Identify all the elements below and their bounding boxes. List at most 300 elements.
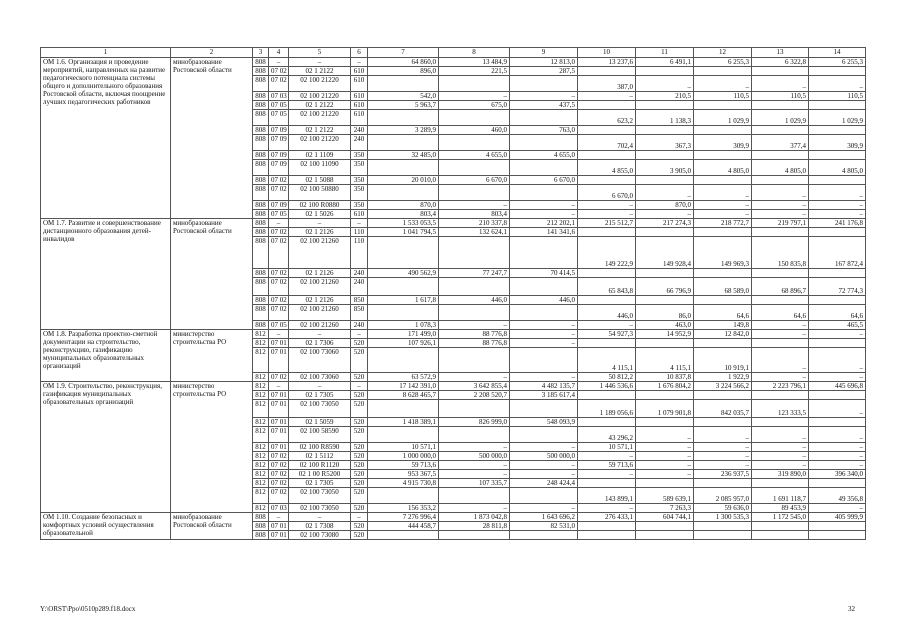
table-cell: 808 — [253, 296, 269, 305]
table-cell: 520 — [351, 427, 368, 443]
table-cell: 350 — [351, 151, 368, 160]
table-cell: 07 03 — [269, 92, 289, 101]
table-cell: 437,5 — [510, 101, 578, 110]
table-cell: 236 937,5 — [694, 470, 752, 479]
table-cell — [578, 151, 636, 160]
table-cell: 13 237,6 — [578, 58, 636, 67]
table-cell: 520 — [351, 400, 368, 418]
table-cell: 350 — [351, 201, 368, 210]
table-cell: 808 — [253, 305, 269, 321]
table-cell: 07 09 — [269, 201, 289, 210]
table-cell: – — [439, 201, 510, 210]
table-cell: 808 — [253, 76, 269, 92]
table-cell: 07 02 — [269, 278, 289, 296]
table-cell: 07 02 — [269, 269, 289, 278]
table-cell — [439, 488, 510, 504]
table-cell: – — [636, 461, 694, 470]
executor: минобразование Ростовской области — [171, 219, 253, 330]
table-cell: 808 — [253, 321, 269, 330]
table-cell: 2 208 520,7 — [439, 391, 510, 400]
column-header: 2 — [171, 48, 253, 58]
table-cell — [578, 228, 636, 237]
table-cell: 463,0 — [636, 321, 694, 330]
table-cell — [752, 176, 809, 185]
table-cell: – — [694, 210, 752, 219]
table-cell: 02 100 21260 — [289, 237, 351, 269]
table-cell: 68 896,7 — [752, 278, 809, 296]
table-cell: 812 — [253, 382, 269, 391]
table-cell: 02 100 11090 — [289, 160, 351, 176]
table-cell: – — [269, 513, 289, 522]
table-cell: 610 — [351, 76, 368, 92]
table-cell: 02 1 2122 — [289, 101, 351, 110]
table-cell: 12 813,0 — [510, 58, 578, 67]
column-header: 4 — [269, 48, 289, 58]
table-cell: – — [809, 400, 866, 418]
table-cell: 10 571,1 — [368, 443, 439, 452]
table-cell: 808 — [253, 176, 269, 185]
table-cell: – — [510, 321, 578, 330]
table-cell: 240 — [351, 321, 368, 330]
table-cell: 1 138,3 — [636, 110, 694, 126]
table-cell: – — [351, 58, 368, 67]
table-cell: 63 572,9 — [368, 373, 439, 382]
table-cell: 309,9 — [809, 135, 866, 151]
table-cell — [510, 237, 578, 269]
table-cell: – — [636, 452, 694, 461]
table-cell: 07 02 — [269, 479, 289, 488]
table-cell: – — [809, 348, 866, 373]
table-cell: 808 — [253, 110, 269, 126]
table-row — [41, 330, 866, 339]
table-cell: 149,8 — [694, 321, 752, 330]
table-cell: 812 — [253, 400, 269, 418]
table-cell: – — [510, 373, 578, 382]
table-cell — [752, 101, 809, 110]
table-cell: 808 — [253, 210, 269, 219]
table-cell: 07 02 — [269, 296, 289, 305]
table-cell — [439, 427, 510, 443]
table-cell: – — [636, 443, 694, 452]
table-cell: 59 636,0 — [694, 504, 752, 513]
table-cell: 07 02 — [269, 67, 289, 76]
table-cell — [368, 135, 439, 151]
table-cell: 02 100 21220 — [289, 110, 351, 126]
table-cell: 110,5 — [809, 92, 866, 101]
table-cell: 808 — [253, 92, 269, 101]
table-cell — [510, 278, 578, 296]
table-cell: 826 999,0 — [439, 418, 510, 427]
table-cell: 387,0 — [578, 76, 636, 92]
table-cell: 77 247,7 — [439, 269, 510, 278]
table-cell — [636, 479, 694, 488]
table-cell: 02 100 21260 — [289, 278, 351, 296]
table-cell — [694, 479, 752, 488]
table-cell — [636, 126, 694, 135]
table-cell: 589 639,1 — [636, 488, 694, 504]
table-cell: 812 — [253, 330, 269, 339]
table-cell: 07 09 — [269, 126, 289, 135]
table-cell — [809, 151, 866, 160]
table-cell — [636, 418, 694, 427]
table-cell: 02 100 73050 — [289, 504, 351, 513]
table-row — [41, 513, 866, 522]
table-cell: 07 02 — [269, 176, 289, 185]
table-cell — [368, 278, 439, 296]
table-cell — [809, 418, 866, 427]
table-cell: 59 713,6 — [578, 461, 636, 470]
table-cell — [578, 296, 636, 305]
table-cell: 13 484,9 — [439, 58, 510, 67]
table-cell — [694, 151, 752, 160]
table-cell: 6 491,1 — [636, 58, 694, 67]
table-cell — [809, 67, 866, 76]
table-cell: – — [289, 382, 351, 391]
table-cell: 812 — [253, 470, 269, 479]
table-cell: 1 079 901,8 — [636, 400, 694, 418]
table-cell — [752, 418, 809, 427]
table-cell — [439, 185, 510, 201]
table-cell: – — [694, 461, 752, 470]
table-cell: 66 796,9 — [636, 278, 694, 296]
table-cell: – — [694, 452, 752, 461]
table-cell: 210 337,8 — [439, 219, 510, 228]
measure-name: ОМ 1.10. Создание безопасных и комфортных условий осуществления образовательной — [41, 513, 171, 540]
table-body — [41, 48, 866, 540]
budget-table — [40, 47, 866, 540]
table-cell — [368, 185, 439, 201]
column-header: 13 — [752, 48, 809, 58]
table-cell: 123 333,5 — [752, 400, 809, 418]
table-cell: 610 — [351, 67, 368, 76]
table-cell: 808 — [253, 135, 269, 151]
table-cell: 171 499,0 — [368, 330, 439, 339]
table-cell — [809, 228, 866, 237]
table-cell — [694, 228, 752, 237]
table-cell: 808 — [253, 219, 269, 228]
table-cell: 218 772,7 — [694, 219, 752, 228]
table-cell: 02 1 2122 — [289, 67, 351, 76]
table-cell: 59 713,6 — [368, 461, 439, 470]
table-cell — [694, 531, 752, 540]
table-cell — [636, 101, 694, 110]
table-cell — [578, 522, 636, 531]
table-cell — [439, 305, 510, 321]
table-cell: 64,6 — [694, 305, 752, 321]
table-cell — [752, 228, 809, 237]
table-cell: 02 100 58590 — [289, 427, 351, 443]
table-cell: – — [351, 330, 368, 339]
table-cell: 808 — [253, 522, 269, 531]
table-cell: – — [269, 219, 289, 228]
table-cell: 812 — [253, 373, 269, 382]
table-cell: 1 643 696,2 — [510, 513, 578, 522]
table-cell — [809, 391, 866, 400]
table-cell: 445 696,8 — [809, 382, 866, 391]
table-cell: – — [809, 210, 866, 219]
table-cell: 10 919,1 — [694, 348, 752, 373]
table-cell: 4 805,0 — [694, 160, 752, 176]
table-cell: 1 873 042,8 — [439, 513, 510, 522]
table-cell: 520 — [351, 443, 368, 452]
table-cell: 812 — [253, 391, 269, 400]
table-cell: 460,0 — [439, 126, 510, 135]
table-cell — [752, 522, 809, 531]
table-cell: 675,0 — [439, 101, 510, 110]
table-cell: – — [752, 452, 809, 461]
table-cell — [752, 479, 809, 488]
table-cell: 276 433,1 — [578, 513, 636, 522]
table-cell — [510, 76, 578, 92]
table-cell: 842 035,7 — [694, 400, 752, 418]
table-cell: 32 485,0 — [368, 151, 439, 160]
table-cell: 520 — [351, 339, 368, 348]
table-cell — [809, 269, 866, 278]
table-cell: 1 078,3 — [368, 321, 439, 330]
table-cell — [752, 269, 809, 278]
table-cell — [694, 101, 752, 110]
table-cell: – — [809, 461, 866, 470]
table-cell: 28 811,8 — [439, 522, 510, 531]
table-cell — [578, 418, 636, 427]
table-cell: 02 1 2122 — [289, 126, 351, 135]
table-cell: 110,5 — [694, 92, 752, 101]
table-cell — [694, 176, 752, 185]
table-cell — [368, 348, 439, 373]
table-cell: 1 029,9 — [809, 110, 866, 126]
table-cell: 350 — [351, 160, 368, 176]
table-cell — [368, 305, 439, 321]
table-cell — [578, 531, 636, 540]
table-cell: 542,0 — [368, 92, 439, 101]
table-cell: 7 276 996,4 — [368, 513, 439, 522]
column-header: 12 — [694, 48, 752, 58]
table-cell: 1 446 536,6 — [578, 382, 636, 391]
table-cell — [510, 348, 578, 373]
table-cell: – — [510, 92, 578, 101]
table-cell: 870,0 — [368, 201, 439, 210]
table-cell: 7 263,3 — [636, 504, 694, 513]
table-cell: 110,5 — [752, 92, 809, 101]
table-cell: 02 1 2126 — [289, 296, 351, 305]
table-cell — [578, 101, 636, 110]
table-cell: 240 — [351, 135, 368, 151]
executor: минобразование Ростовской области — [171, 513, 253, 540]
table-cell: 812 — [253, 479, 269, 488]
table-cell: 520 — [351, 348, 368, 373]
table-cell: 02 100 21260 — [289, 321, 351, 330]
table-cell: 02 100 50880 — [289, 185, 351, 201]
table-cell: 07 02 — [269, 237, 289, 269]
table-cell: – — [752, 348, 809, 373]
table-cell — [694, 418, 752, 427]
table-cell — [809, 126, 866, 135]
table-cell: 803,4 — [368, 210, 439, 219]
table-cell: 07 02 — [269, 488, 289, 504]
table-cell: 812 — [253, 418, 269, 427]
table-cell: 2 085 957,0 — [694, 488, 752, 504]
table-cell — [368, 488, 439, 504]
table-cell: 65 843,8 — [578, 278, 636, 296]
table-cell — [752, 67, 809, 76]
table-cell: – — [578, 210, 636, 219]
table-cell: 812 — [253, 339, 269, 348]
table-cell — [578, 339, 636, 348]
table-cell — [578, 269, 636, 278]
table-cell — [439, 348, 510, 373]
table-cell: – — [809, 443, 866, 452]
column-header: 1 — [41, 48, 171, 58]
table-cell: 812 — [253, 443, 269, 452]
table-cell: 149 969,3 — [694, 237, 752, 269]
table-cell: 1 029,9 — [694, 110, 752, 126]
table-cell: 367,3 — [636, 135, 694, 151]
table-cell: 3 642 855,4 — [439, 382, 510, 391]
table-cell: 02 100 21260 — [289, 305, 351, 321]
table-cell — [809, 176, 866, 185]
table-cell: 1 676 804,2 — [636, 382, 694, 391]
table-cell: 240 — [351, 269, 368, 278]
table-cell: 07 01 — [269, 531, 289, 540]
table-cell — [578, 391, 636, 400]
table-cell — [694, 67, 752, 76]
table-cell: 02 100 21220 — [289, 135, 351, 151]
table-cell: 1 617,8 — [368, 296, 439, 305]
table-cell: – — [752, 461, 809, 470]
table-cell: 07 02 — [269, 452, 289, 461]
table-cell: 107 926,1 — [368, 339, 439, 348]
table-cell: – — [809, 201, 866, 210]
page-number: 32 — [848, 605, 855, 613]
table-cell: 02 100 73060 — [289, 348, 351, 373]
table-cell: 02 1 5059 — [289, 418, 351, 427]
table-cell: 02 100 21220 — [289, 76, 351, 92]
table-cell: – — [636, 470, 694, 479]
table-cell: 702,4 — [578, 135, 636, 151]
table-cell: 4 855,0 — [578, 160, 636, 176]
table-cell: 132 624,1 — [439, 228, 510, 237]
table-cell: – — [269, 382, 289, 391]
table-cell: 02 1 7305 — [289, 479, 351, 488]
table-cell: – — [510, 201, 578, 210]
table-cell: 377,4 — [752, 135, 809, 151]
table-cell: 07 01 — [269, 391, 289, 400]
table-cell — [439, 160, 510, 176]
table-cell: 6 670,0 — [578, 185, 636, 201]
column-header: 5 — [289, 48, 351, 58]
table-cell: – — [636, 76, 694, 92]
table-cell: 812 — [253, 348, 269, 373]
table-cell: 07 09 — [269, 151, 289, 160]
table-cell: 520 — [351, 391, 368, 400]
table-cell: 89 453,9 — [752, 504, 809, 513]
table-cell: – — [694, 185, 752, 201]
table-cell: – — [752, 427, 809, 443]
measure-name: ОМ 1.9. Строительство, реконструкция, газификация муниципальных образовательных организаций — [41, 382, 171, 513]
table-cell: 1 029,9 — [752, 110, 809, 126]
table-cell: 02 1 1109 — [289, 151, 351, 160]
table-cell: 240 — [351, 278, 368, 296]
table-cell — [809, 522, 866, 531]
table-cell: 07 05 — [269, 210, 289, 219]
table-cell: 808 — [253, 126, 269, 135]
table-cell — [694, 296, 752, 305]
table-cell: 763,0 — [510, 126, 578, 135]
table-cell: – — [694, 201, 752, 210]
table-cell: 610 — [351, 110, 368, 126]
table-cell: – — [578, 321, 636, 330]
table-cell: – — [351, 513, 368, 522]
table-cell: 72 774,3 — [809, 278, 866, 296]
table-cell: 808 — [253, 278, 269, 296]
table-cell — [694, 269, 752, 278]
table-cell: 3 905,0 — [636, 160, 694, 176]
table-cell: 1 922,9 — [694, 373, 752, 382]
table-cell: 623,2 — [578, 110, 636, 126]
table-cell: 520 — [351, 531, 368, 540]
table-cell: 465,5 — [809, 321, 866, 330]
measure-name: ОМ 1.8. Разработка проектно-сметной документации на строительство, реконструкцию, газификацию муниципальных образовательных организаций — [41, 330, 171, 382]
table-cell — [809, 479, 866, 488]
table-cell: – — [752, 330, 809, 339]
table-cell: 217 274,3 — [636, 219, 694, 228]
table-cell: 02 100 73050 — [289, 488, 351, 504]
table-cell: 4 805,0 — [752, 160, 809, 176]
table-cell: 110 — [351, 237, 368, 269]
table-row — [41, 382, 866, 391]
table-cell: 287,5 — [510, 67, 578, 76]
table-cell: 241 176,8 — [809, 219, 866, 228]
table-cell: – — [439, 461, 510, 470]
table-cell: 4 655,0 — [439, 151, 510, 160]
table-cell: 17 142 391,0 — [368, 382, 439, 391]
table-cell: – — [289, 330, 351, 339]
table-cell: 446,0 — [578, 305, 636, 321]
table-cell: – — [752, 443, 809, 452]
table-cell — [439, 400, 510, 418]
table-cell: – — [752, 373, 809, 382]
table-cell: 141 341,6 — [510, 228, 578, 237]
table-cell: 808 — [253, 228, 269, 237]
table-cell: 240 — [351, 126, 368, 135]
table-cell: 4 482 135,7 — [510, 382, 578, 391]
table-cell — [368, 427, 439, 443]
table-cell: 07 02 — [269, 373, 289, 382]
table-cell: 520 — [351, 373, 368, 382]
table-cell: 50 812,2 — [578, 373, 636, 382]
table-cell: 6 670,0 — [510, 176, 578, 185]
table-cell: – — [439, 504, 510, 513]
table-cell: 02 1 7306 — [289, 339, 351, 348]
table-cell: 808 — [253, 151, 269, 160]
table-cell: 150 835,8 — [752, 237, 809, 269]
table-cell: 02 100 R1120 — [289, 461, 351, 470]
table-cell — [510, 110, 578, 126]
table-cell: 12 842,0 — [694, 330, 752, 339]
table-cell: 07 01 — [269, 427, 289, 443]
table-cell: 3 289,9 — [368, 126, 439, 135]
table-cell: 405 999,9 — [809, 513, 866, 522]
table-cell: 6 255,3 — [694, 58, 752, 67]
table-cell: 808 — [253, 513, 269, 522]
table-cell: 02 1 00 R5200 — [289, 470, 351, 479]
table-cell: 02 1 7308 — [289, 522, 351, 531]
table-cell — [578, 176, 636, 185]
table-cell: 850 — [351, 305, 368, 321]
table-cell: 215 512,7 — [578, 219, 636, 228]
table-cell: 4 805,0 — [809, 160, 866, 176]
table-cell: – — [578, 504, 636, 513]
